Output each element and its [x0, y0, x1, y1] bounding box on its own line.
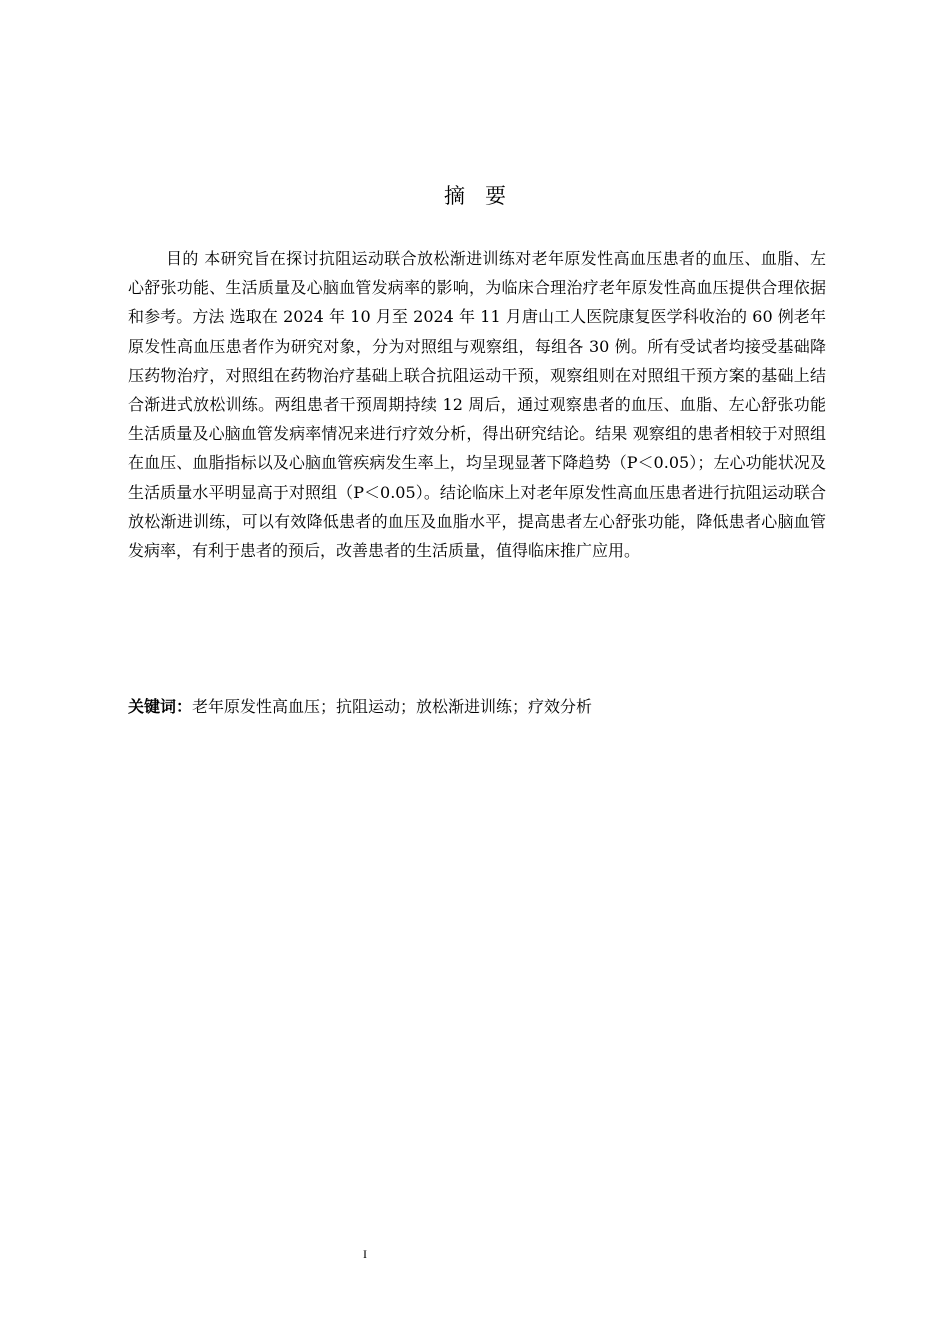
- keywords-text: 老年原发性高血压；抗阻运动；放松渐进训练；疗效分析: [192, 697, 593, 716]
- keywords-label: 关键词：: [128, 697, 193, 716]
- title-char-2: 要: [485, 184, 506, 208]
- title-char-1: 摘: [444, 184, 465, 208]
- objective-label: 目的: [166, 249, 199, 268]
- results-text: 观察组的患者相较于对照组在血压、血脂指标以及心脑血管疾病发生率上，均呈现显著下降趋势（P＜0.05）；左心功能状况及生活质量水平明显高于对照组（P＜0.05）。: [128, 424, 826, 502]
- conclusion-label: 结论: [439, 482, 473, 502]
- methods-text: 选取在 2024 年 10 月至 2024 年 11 月唐山工人医院康复医学科收治的 60 例老年原发性高血压患者作为研究对象，分为对照组与观察组，每组各 30 例。所有受试者均接受基础降压药物治疗，对照组在药物治疗基础上联合抗阻运动干预，观察组则在对照组干预方案的基础上结合渐进式放松训练。两组患者干预周期持续 12 周后，通过观察患者的血压、血脂、左心舒张功能生活质量及心脑血管发病率情况来进行疗效分析，得出研究结论。: [128, 307, 826, 444]
- conclusion-text: 临床上对老年原发性高血压患者进行抗阻运动联合放松渐进训练，可以有效降低患者的血压及血脂水平，提高患者左心舒张功能，降低患者心脑血管发病率，有利于患者的预后，改善患者的生活质量，值得临床推广应用。: [128, 482, 826, 561]
- page-number: I: [363, 1247, 367, 1261]
- objective-text: 本研究旨在探讨抗阻运动联合放松渐进训练对老年原发性高血压患者的血压、血脂、左心舒张功能、生活质量及心脑血管发病率的影响，为临床合理治疗老年原发性高血压提供合理依据和参考。: [128, 249, 826, 327]
- keywords-line: [128, 692, 826, 721]
- abstract-body: [128, 244, 826, 565]
- methods-label: 方法: [192, 307, 225, 327]
- results-label: 结果: [595, 424, 628, 444]
- abstract-title: [0, 180, 950, 210]
